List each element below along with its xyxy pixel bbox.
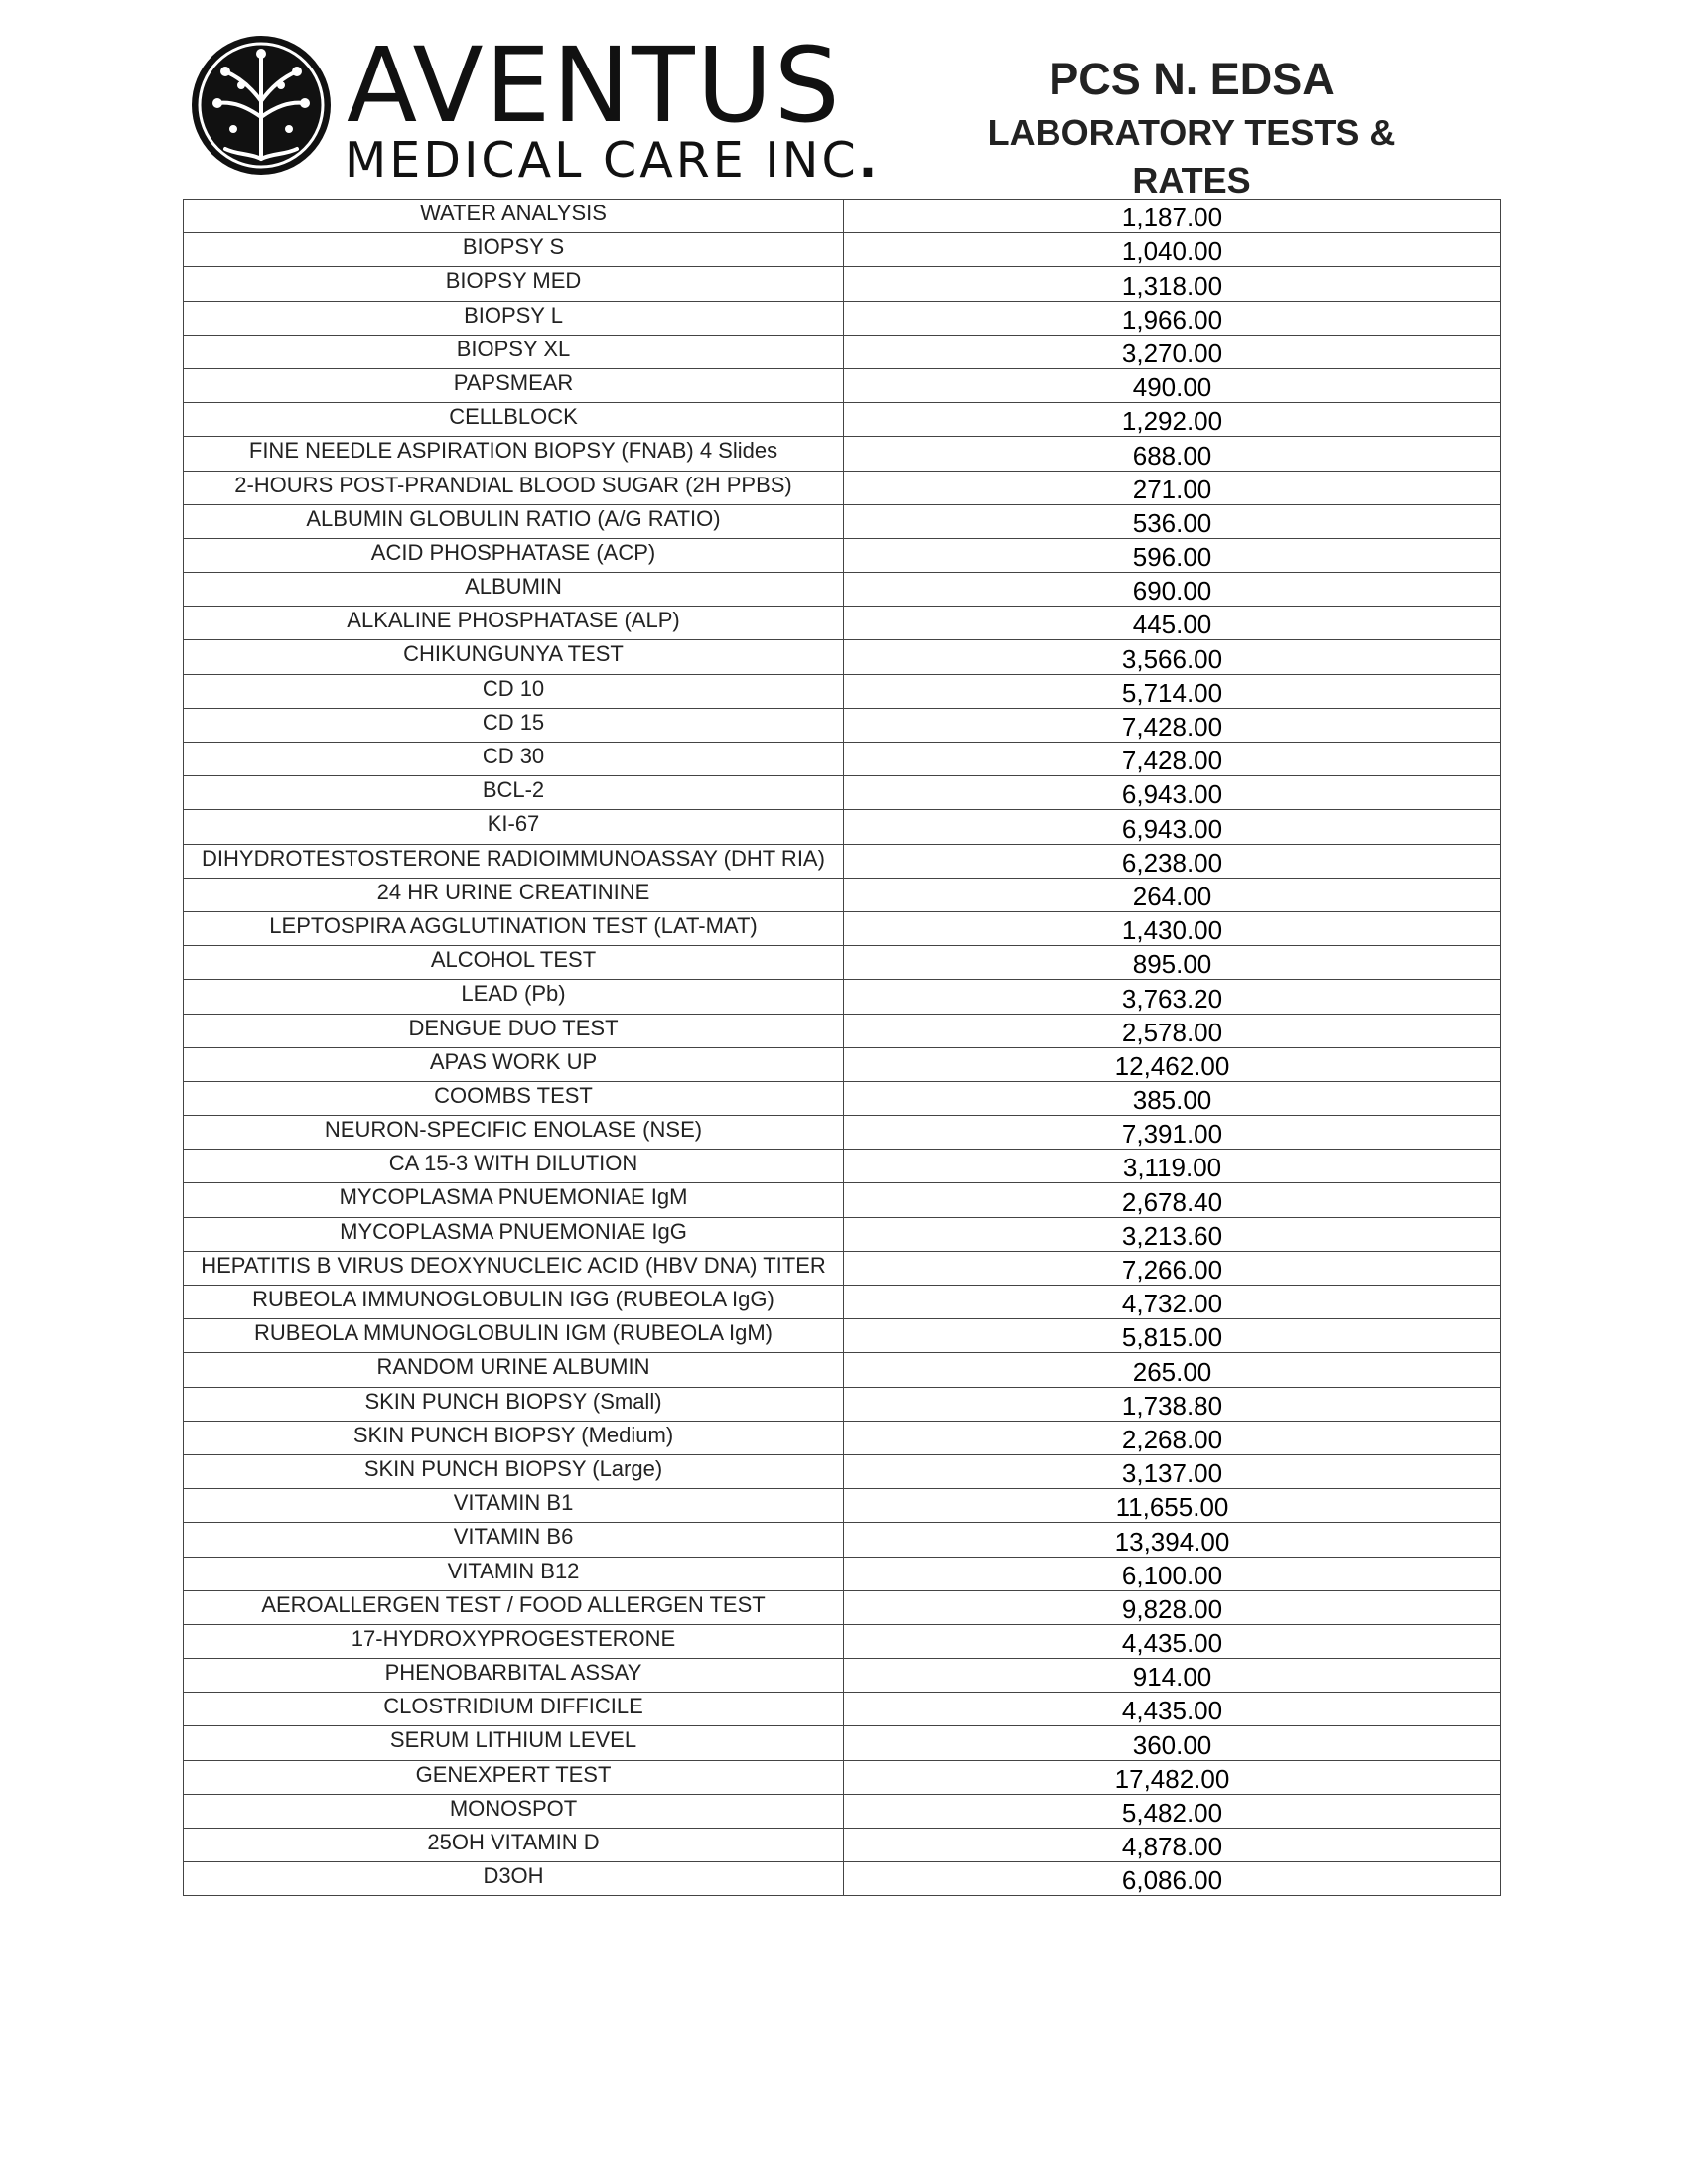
- table-row: [184, 335, 1501, 368]
- test-name-cell: BIOPSY XL: [184, 335, 844, 368]
- table-row: [184, 1523, 1501, 1557]
- table-row: [184, 1693, 1501, 1726]
- test-name-cell: CA 15-3 WITH DILUTION: [184, 1150, 844, 1183]
- test-price-cell: 4,732.00: [844, 1286, 1501, 1319]
- test-price-cell: 1,430.00: [844, 911, 1501, 945]
- test-name-cell: ACID PHOSPHATASE (ACP): [184, 538, 844, 572]
- test-price-cell: 490.00: [844, 368, 1501, 402]
- test-name-cell: APAS WORK UP: [184, 1047, 844, 1081]
- test-name-cell: AEROALLERGEN TEST / FOOD ALLERGEN TEST: [184, 1590, 844, 1624]
- table-row: [184, 810, 1501, 844]
- test-price-cell: 264.00: [844, 878, 1501, 911]
- test-name-cell: VITAMIN B6: [184, 1523, 844, 1557]
- table-row: [184, 573, 1501, 607]
- test-name-cell: BIOPSY MED: [184, 267, 844, 301]
- test-price-cell: 895.00: [844, 946, 1501, 980]
- test-price-cell: 5,815.00: [844, 1319, 1501, 1353]
- table-row: [184, 1387, 1501, 1421]
- test-price-cell: 596.00: [844, 538, 1501, 572]
- table-row: [184, 844, 1501, 878]
- test-price-cell: 13,394.00: [844, 1523, 1501, 1557]
- test-price-cell: 1,187.00: [844, 200, 1501, 233]
- test-name-cell: BCL-2: [184, 776, 844, 810]
- table-row: [184, 776, 1501, 810]
- table-row: [184, 1353, 1501, 1387]
- table-row: [184, 1183, 1501, 1217]
- test-name-cell: LEPTOSPIRA AGGLUTINATION TEST (LAT-MAT): [184, 911, 844, 945]
- test-name-cell: CD 10: [184, 674, 844, 708]
- test-price-cell: 7,428.00: [844, 708, 1501, 742]
- test-name-cell: ALKALINE PHOSPHATASE (ALP): [184, 607, 844, 640]
- test-name-cell: CLOSTRIDIUM DIFFICILE: [184, 1693, 844, 1726]
- test-price-cell: 1,966.00: [844, 301, 1501, 335]
- table-row: [184, 368, 1501, 402]
- test-price-cell: 4,878.00: [844, 1829, 1501, 1862]
- test-name-cell: NEURON-SPECIFIC ENOLASE (NSE): [184, 1116, 844, 1150]
- test-name-cell: SKIN PUNCH BIOPSY (Large): [184, 1454, 844, 1488]
- test-price-cell: 4,435.00: [844, 1693, 1501, 1726]
- table-row: [184, 1319, 1501, 1353]
- test-price-cell: 11,655.00: [844, 1489, 1501, 1523]
- test-price-cell: 6,086.00: [844, 1862, 1501, 1896]
- test-price-cell: 12,462.00: [844, 1047, 1501, 1081]
- test-name-cell: RUBEOLA MMUNOGLOBULIN IGM (RUBEOLA IgM): [184, 1319, 844, 1353]
- table-row: [184, 1014, 1501, 1047]
- test-name-cell: PAPSMEAR: [184, 368, 844, 402]
- table-row: [184, 1659, 1501, 1693]
- test-name-cell: GENEXPERT TEST: [184, 1760, 844, 1794]
- rates-table-body: [184, 200, 1501, 1896]
- table-row: [184, 1590, 1501, 1624]
- test-name-cell: MYCOPLASMA PNUEMONIAE IgG: [184, 1217, 844, 1251]
- table-row: [184, 708, 1501, 742]
- test-price-cell: 1,738.80: [844, 1387, 1501, 1421]
- table-row: [184, 1829, 1501, 1862]
- test-price-cell: 690.00: [844, 573, 1501, 607]
- test-name-cell: CD 30: [184, 743, 844, 776]
- test-name-cell: WATER ANALYSIS: [184, 200, 844, 233]
- test-price-cell: 3,566.00: [844, 640, 1501, 674]
- table-row: [184, 607, 1501, 640]
- table-row: [184, 471, 1501, 504]
- test-price-cell: 7,391.00: [844, 1116, 1501, 1150]
- test-name-cell: SERUM LITHIUM LEVEL: [184, 1726, 844, 1760]
- test-name-cell: VITAMIN B1: [184, 1489, 844, 1523]
- test-price-cell: 17,482.00: [844, 1760, 1501, 1794]
- table-row: [184, 980, 1501, 1014]
- test-name-cell: RANDOM URINE ALBUMIN: [184, 1353, 844, 1387]
- test-name-cell: VITAMIN B12: [184, 1557, 844, 1590]
- test-price-cell: 914.00: [844, 1659, 1501, 1693]
- test-name-cell: KI-67: [184, 810, 844, 844]
- table-row: [184, 267, 1501, 301]
- test-price-cell: 3,119.00: [844, 1150, 1501, 1183]
- table-row: [184, 1421, 1501, 1454]
- table-row: [184, 1286, 1501, 1319]
- test-name-cell: ALCOHOL TEST: [184, 946, 844, 980]
- logo-tagline-dot: .: [858, 132, 881, 189]
- test-price-cell: 7,266.00: [844, 1251, 1501, 1285]
- table-row: [184, 1760, 1501, 1794]
- table-row: [184, 1454, 1501, 1488]
- test-price-cell: 3,137.00: [844, 1454, 1501, 1488]
- table-row: [184, 538, 1501, 572]
- table-row: [184, 1862, 1501, 1896]
- table-row: [184, 200, 1501, 233]
- test-price-cell: 445.00: [844, 607, 1501, 640]
- test-price-cell: 1,040.00: [844, 233, 1501, 267]
- logo-tagline: [345, 129, 880, 193]
- test-price-cell: 6,100.00: [844, 1557, 1501, 1590]
- test-price-cell: 2,678.40: [844, 1183, 1501, 1217]
- test-name-cell: 24 HR URINE CREATININE: [184, 878, 844, 911]
- test-price-cell: 7,428.00: [844, 743, 1501, 776]
- test-price-cell: 3,763.20: [844, 980, 1501, 1014]
- table-row: [184, 1251, 1501, 1285]
- table-row: [184, 743, 1501, 776]
- table-row: [184, 1794, 1501, 1828]
- test-price-cell: 3,213.60: [844, 1217, 1501, 1251]
- tree-of-life-icon: [182, 32, 341, 179]
- test-name-cell: MYCOPLASMA PNUEMONIAE IgM: [184, 1183, 844, 1217]
- test-price-cell: 5,714.00: [844, 674, 1501, 708]
- test-name-cell: SKIN PUNCH BIOPSY (Small): [184, 1387, 844, 1421]
- test-name-cell: 25OH VITAMIN D: [184, 1829, 844, 1862]
- test-name-cell: D3OH: [184, 1862, 844, 1896]
- table-row: [184, 1047, 1501, 1081]
- test-name-cell: ALBUMIN GLOBULIN RATIO (A/G RATIO): [184, 504, 844, 538]
- test-name-cell: BIOPSY L: [184, 301, 844, 335]
- table-row: [184, 946, 1501, 980]
- test-name-cell: HEPATITIS B VIRUS DEOXYNUCLEIC ACID (HBV DNA) TITER: [184, 1251, 844, 1285]
- test-price-cell: 3,270.00: [844, 335, 1501, 368]
- test-name-cell: BIOPSY S: [184, 233, 844, 267]
- test-name-cell: FINE NEEDLE ASPIRATION BIOPSY (FNAB) 4 Slides: [184, 437, 844, 471]
- test-price-cell: 536.00: [844, 504, 1501, 538]
- rates-table: [183, 199, 1501, 1896]
- table-row: [184, 233, 1501, 267]
- test-name-cell: PHENOBARBITAL ASSAY: [184, 1659, 844, 1693]
- test-name-cell: ALBUMIN: [184, 573, 844, 607]
- test-name-cell: LEAD (Pb): [184, 980, 844, 1014]
- table-row: [184, 674, 1501, 708]
- table-row: [184, 1489, 1501, 1523]
- logo-tagline-text: MEDICAL CARE INC: [345, 132, 859, 189]
- test-name-cell: CD 15: [184, 708, 844, 742]
- test-price-cell: 4,435.00: [844, 1624, 1501, 1658]
- test-price-cell: 2,268.00: [844, 1421, 1501, 1454]
- table-row: [184, 1217, 1501, 1251]
- test-price-cell: 2,578.00: [844, 1014, 1501, 1047]
- table-row: [184, 403, 1501, 437]
- test-price-cell: 360.00: [844, 1726, 1501, 1760]
- test-price-cell: 385.00: [844, 1081, 1501, 1115]
- test-name-cell: MONOSPOT: [184, 1794, 844, 1828]
- test-price-cell: 271.00: [844, 471, 1501, 504]
- test-price-cell: 1,292.00: [844, 403, 1501, 437]
- table-row: [184, 1150, 1501, 1183]
- logo-company-name: AVENTUS: [347, 25, 842, 146]
- table-row: [184, 911, 1501, 945]
- test-price-cell: 9,828.00: [844, 1590, 1501, 1624]
- test-name-cell: CELLBLOCK: [184, 403, 844, 437]
- test-price-cell: 6,238.00: [844, 844, 1501, 878]
- table-row: [184, 504, 1501, 538]
- test-price-cell: 5,482.00: [844, 1794, 1501, 1828]
- test-price-cell: 1,318.00: [844, 267, 1501, 301]
- table-row: [184, 1557, 1501, 1590]
- test-price-cell: 688.00: [844, 437, 1501, 471]
- test-name-cell: CHIKUNGUNYA TEST: [184, 640, 844, 674]
- table-row: [184, 437, 1501, 471]
- document-header: [923, 52, 1460, 205]
- document-title: LABORATORY TESTS & RATES: [987, 112, 1396, 201]
- test-name-cell: RUBEOLA IMMUNOGLOBULIN IGG (RUBEOLA IgG): [184, 1286, 844, 1319]
- table-row: [184, 1081, 1501, 1115]
- company-logo: [182, 25, 881, 189]
- test-name-cell: DIHYDROTESTOSTERONE RADIOIMMUNOASSAY (DHT RIA): [184, 844, 844, 878]
- test-name-cell: 2-HOURS POST-PRANDIAL BLOOD SUGAR (2H PPBS): [184, 471, 844, 504]
- table-row: [184, 878, 1501, 911]
- branch-name: PCS N. EDSA: [1049, 54, 1335, 104]
- table-row: [184, 640, 1501, 674]
- test-name-cell: 17-HYDROXYPROGESTERONE: [184, 1624, 844, 1658]
- test-name-cell: DENGUE DUO TEST: [184, 1014, 844, 1047]
- table-row: [184, 1116, 1501, 1150]
- test-name-cell: COOMBS TEST: [184, 1081, 844, 1115]
- test-name-cell: SKIN PUNCH BIOPSY (Medium): [184, 1421, 844, 1454]
- table-row: [184, 301, 1501, 335]
- test-price-cell: 6,943.00: [844, 776, 1501, 810]
- test-price-cell: 6,943.00: [844, 810, 1501, 844]
- table-row: [184, 1726, 1501, 1760]
- table-row: [184, 1624, 1501, 1658]
- test-price-cell: 265.00: [844, 1353, 1501, 1387]
